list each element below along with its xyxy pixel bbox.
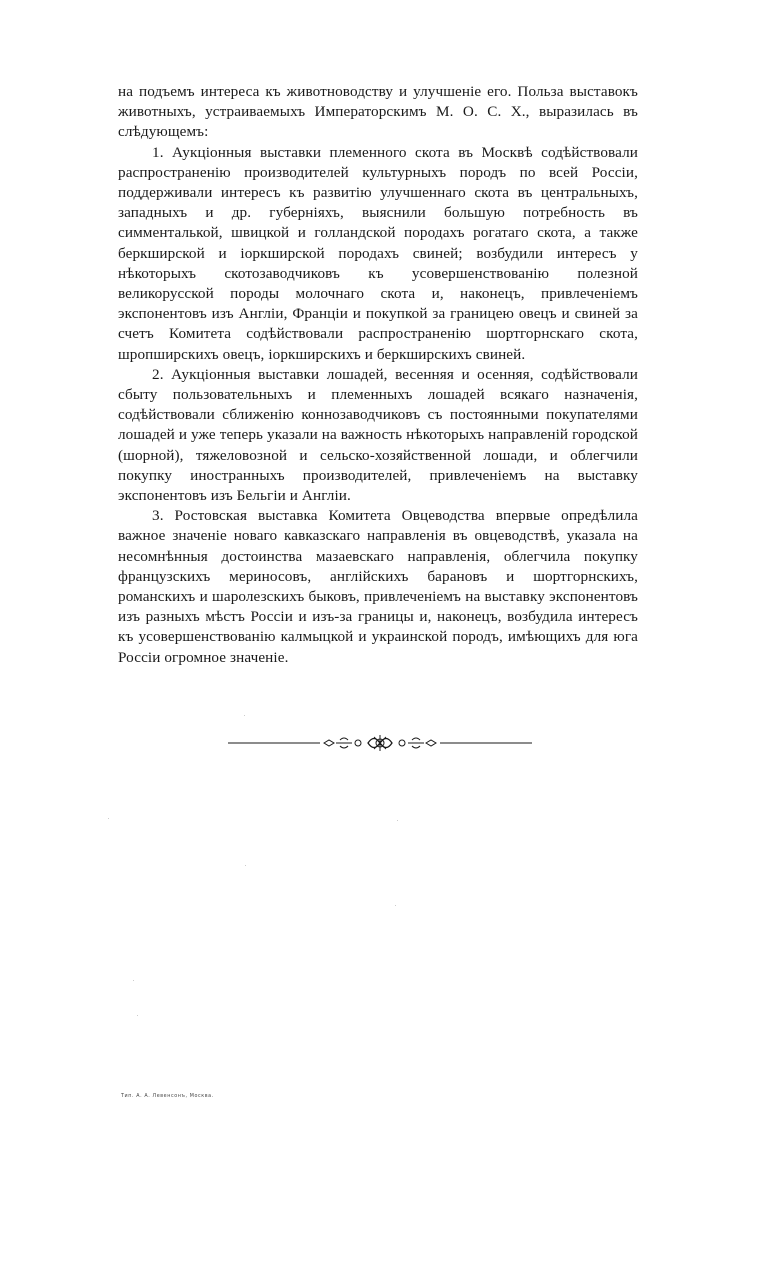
paper-speck xyxy=(245,865,246,866)
paper-speck xyxy=(137,1015,138,1016)
body-text xyxy=(118,82,638,668)
paper-speck xyxy=(244,715,245,716)
printer-imprint: Тип. А. А. Левенсонъ, Москва. xyxy=(121,1094,214,1099)
paper-speck xyxy=(397,820,398,821)
paper-speck xyxy=(395,905,396,906)
paper-speck xyxy=(108,818,109,819)
paragraph-item-2: 2. Аукціонныя выставки лошадей, весенняя и осенняя, содѣйствовали сбыту пользовательныхъ и племенныхъ лошадей всякаго назначенія, содѣйствовали сближенію коннозаводчиковъ съ постоянными покупателями лошадей и уже теперь указали на важность нѣкоторыхъ направленій городской (шорной), тяжеловозной и сельско-хозяйственной лошади, и облегчили покупку иностранныхъ производителей, привлеченіемъ на выставку экспонентовъ изъ Бельгіи и Англіи. xyxy=(118,365,638,505)
paragraph-item-1: 1. Аукціонныя выставки племенного скота въ Москвѣ содѣйствовали распространенію производителей культурныхъ породъ по всей Россіи, поддерживали интересъ къ развитію улучшеннаго скота въ центральныхъ, западныхъ и др. губерніяхъ, выяснили большую потребность въ симменталькой, швицкой и голландской породахъ рогатаго скота, а также беркширской и іоркширской породахъ свиней; возбудили интересъ у нѣкоторыхъ скотозаводчиковъ къ усовершенствованію полезной великорусской породы молочнаго скота и, наконецъ, привлеченіемъ экспонентовъ изъ Англіи, Франціи и покупкой за границею овецъ и свиней за счетъ Комитета содѣйствовали распространенію шортгорнскаго скота, шропширскихъ овецъ, іоркширскихъ и беркширскихъ свиней. xyxy=(118,143,638,363)
paragraph-intro: на подъемъ интереса къ животноводству и улучшеніе его. Польза выставокъ животныхъ, устраиваемыхъ Императорскимъ М. О. С. Х., выразилась въ слѣдующемъ: xyxy=(118,83,638,141)
paragraph-item-3: 3. Ростовская выставка Комитета Овцеводства впервые опредѣлила важное значеніе новаго кавказскаго направленія въ овцеводствѣ, указала на несомнѣнныя достоинства мазаевскаго направленія, облегчила покупку французскихъ мериносовъ, англійскихъ барановъ и шортгорнскихъ, романскихъ и шаролезскихъ быковъ, привлеченіемъ на выставку экспонентовъ изъ разныхъ мѣстъ Россіи и изъ-за границы и, наконецъ, возбудила интересъ къ усовершенствованію калмыцкой и украинской породъ, имѣющихъ для юга Россіи огромное значеніе. xyxy=(118,507,638,666)
paper-speck xyxy=(133,980,134,981)
decorative-divider-ornament xyxy=(228,733,532,753)
